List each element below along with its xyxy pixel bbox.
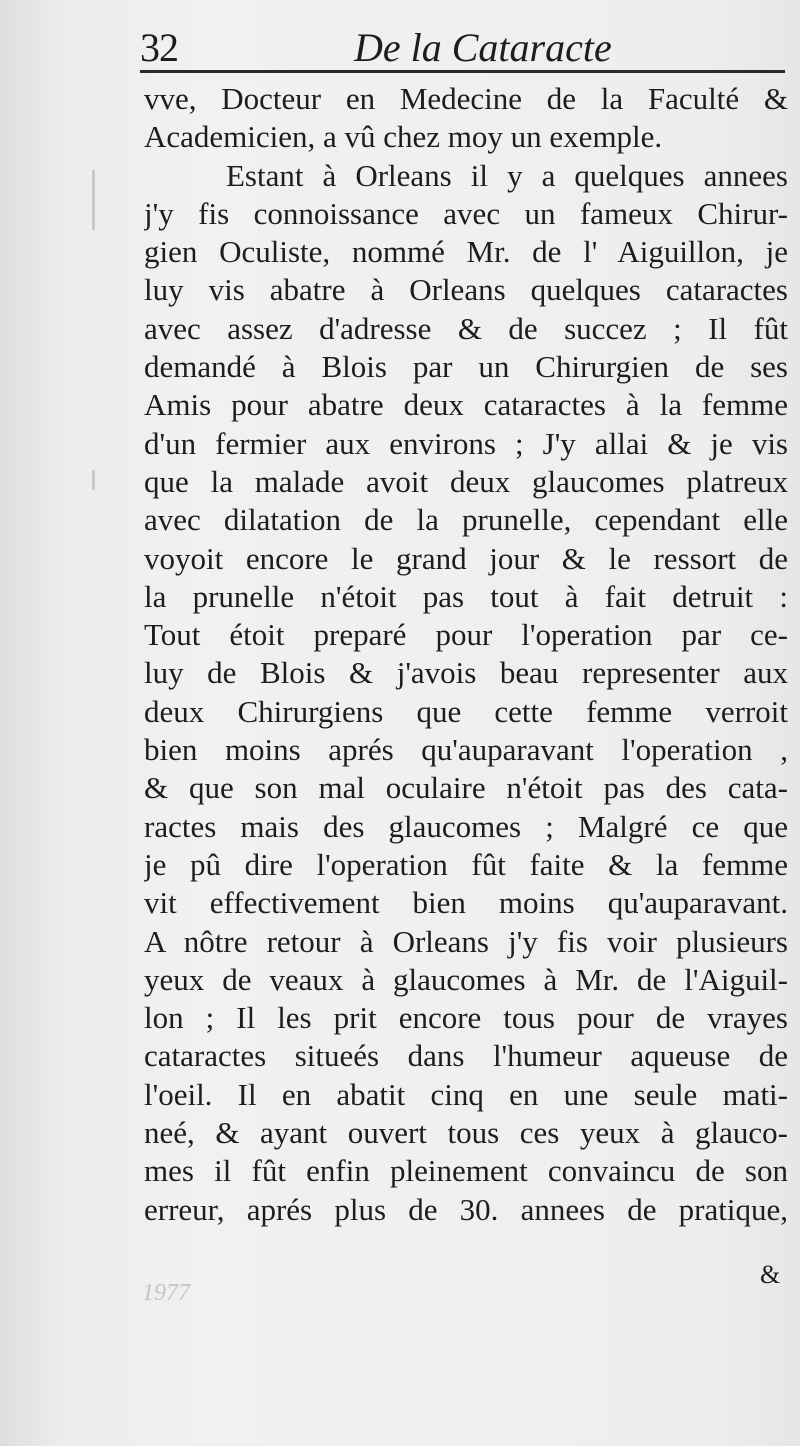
text-line: neé, & ayant ouvert tous ces yeux à glauco-: [144, 1115, 788, 1151]
header-rule: [140, 70, 785, 73]
text-line: l'oeil. Il en abatit cinq en une seule mati-: [144, 1076, 788, 1112]
running-title: De la Cataracte: [354, 25, 612, 70]
text-line: avec assez d'adresse & de succez ; Il fût: [144, 310, 788, 346]
text-line: vve, Docteur en Medecine de la Faculté &: [144, 81, 788, 116]
gutter-mark: [92, 470, 95, 490]
text-line: mes il fût enfin pleinement convaincu de son: [144, 1153, 788, 1189]
text-line: je pû dire l'operation fût faite & la femme: [144, 846, 788, 882]
text-line: bien moins aprés qu'auparavant l'operation ,: [144, 732, 788, 768]
text-line: gien Oculiste, nommé Mr. de l' Aiguillon, je: [144, 234, 788, 270]
text-line: d'un fermier aux environs ; J'y allai & je vis: [144, 425, 788, 461]
text-line: & que son mal oculaire n'étoit pas des cata-: [144, 770, 788, 806]
text-line: A nôtre retour à Orleans j'y fis voir plusieurs: [144, 923, 788, 959]
text-line: avec dilatation de la prunelle, cependant elle: [144, 502, 788, 538]
page-number: 32: [140, 25, 178, 70]
bleed-through-text: 1977: [142, 1280, 190, 1306]
text-line: ractes mais des glaucomes ; Malgré ce que: [144, 808, 788, 844]
text-line: Estant à Orleans il y a quelques annees: [226, 157, 788, 193]
body-text: [144, 80, 788, 1229]
text-line: cataractes situeés dans l'humeur aqueuse de: [144, 1038, 788, 1074]
text-line: demandé à Blois par un Chirurgien de ses: [144, 349, 788, 385]
text-line: luy de Blois & j'avois beau representer aux: [144, 655, 788, 691]
gutter-mark: [92, 170, 95, 230]
text-line: Amis pour abatre deux cataractes à la femme: [144, 387, 788, 423]
text-line: Tout étoit preparé pour l'operation par ce-: [144, 617, 788, 653]
text-line: Academicien, a vû chez moy un exemple.: [144, 119, 663, 155]
text-line: yeux de veaux à glaucomes à Mr. de l'Aiguil-: [144, 961, 788, 997]
text-line: que la malade avoit deux glaucomes platreux: [144, 463, 788, 499]
text-line: luy vis abatre à Orleans quelques cataractes: [144, 272, 788, 308]
text-line: erreur, aprés plus de 30. annees de pratique,: [144, 1191, 788, 1227]
text-line: j'y fis connoissance avec un fameux Chirur-: [144, 195, 788, 231]
text-line: lon ; Il les prit encore tous pour de vrayes: [144, 1000, 788, 1036]
text-line: voyoit encore le grand jour & le ressort de: [144, 540, 788, 576]
catchword: &: [760, 1260, 781, 1289]
text-line: la prunelle n'étoit pas tout à fait detruit :: [144, 578, 788, 614]
text-line: deux Chirurgiens que cette femme verroit: [144, 693, 788, 729]
text-line: vit effectivement bien moins qu'auparavant.: [144, 885, 788, 921]
page-header: [140, 20, 790, 70]
